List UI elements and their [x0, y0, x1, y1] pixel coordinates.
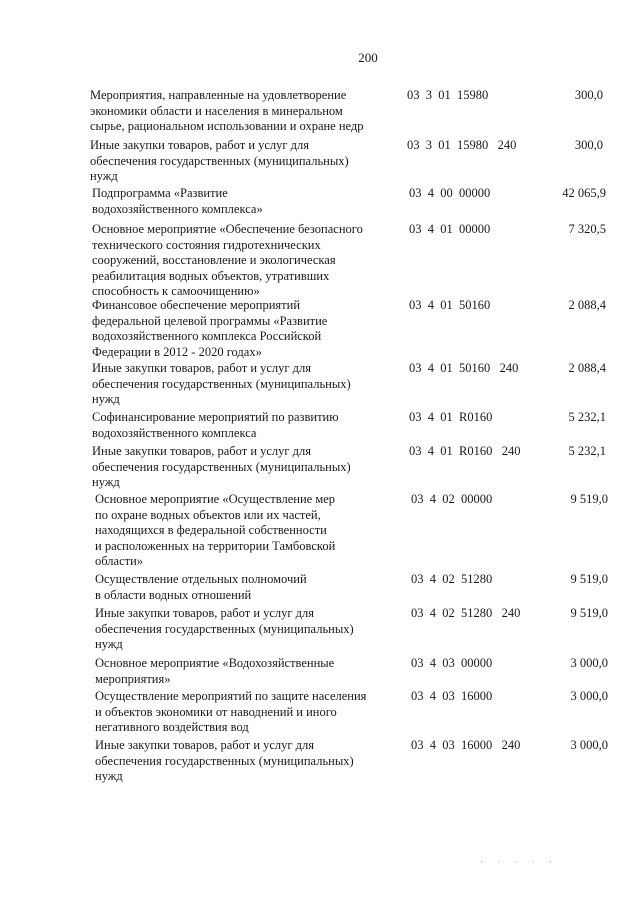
row-description: Иные закупки товаров, работ и услуг для обеспечения государственных (муниципальных) нужд [95, 738, 354, 783]
row-description: Мероприятия, направленные на удовлетворение экономики области и населения в минеральном сырье, рациональном использовании и охране недр [90, 88, 364, 133]
row-description: Подпрограмма «Развитие водохозяйственного комплекса» [92, 186, 263, 216]
row-description: Иные закупки товаров, работ и услуг для обеспечения государственных (муниципальных) нужд [92, 444, 351, 489]
row-code: 03 4 03 16000 [411, 689, 493, 703]
row-description: Осуществление мероприятий по защите населения и объектов экономики от наводнений и иного негативного воздействия вод [95, 689, 367, 734]
row-amount: 2 088,4 [568, 298, 606, 312]
row-code: 03 4 02 51280 [411, 572, 493, 586]
row-code: 03 4 01 00000 [409, 222, 491, 236]
row-description: Основное мероприятие «Обеспечение безопасного технического состояния гидротехнических сооружений, восстановление и экологическая реабилитация водных объектов, утративших способность к самоочищению» [92, 222, 363, 298]
row-code: 03 4 01 50160 240 [409, 361, 519, 375]
row-code: 03 4 00 00000 [409, 186, 491, 200]
row-amount: 300,0 [574, 88, 603, 102]
row-description: Основное мероприятие «Осуществление мер по охране водных объектов или их частей, находящихся в федеральной собственности и расположенных на территории Тамбовской области» [95, 492, 336, 568]
row-code: 03 4 01 R0160 240 [409, 444, 521, 458]
row-amount: 9 519,0 [570, 606, 608, 620]
row-amount: 5 232,1 [568, 444, 606, 458]
row-code: 03 4 03 00000 [411, 656, 493, 670]
row-code: 03 4 01 50160 [409, 298, 491, 312]
row-code: 03 4 01 R0160 [409, 410, 493, 424]
row-code: 03 3 01 15980 240 [407, 138, 517, 152]
row-description: Финансовое обеспечение мероприятий федеральной целевой программы «Развитие водохозяйственного комплекса Российской Федерации в 2012 - 2020 годах» [92, 298, 328, 359]
row-description: Иные закупки товаров, работ и услуг для обеспечения государственных (муниципальных) нужд [95, 606, 354, 651]
row-description: Осуществление отдельных полномочий в области водных отношений [95, 572, 307, 602]
row-code: 03 3 01 15980 [407, 88, 489, 102]
row-code: 03 4 02 00000 [411, 492, 493, 506]
row-amount: 3 000,0 [570, 656, 608, 670]
row-code: 03 4 02 51280 240 [411, 606, 521, 620]
row-amount: 300,0 [574, 138, 603, 152]
row-amount: 42 065,9 [562, 186, 606, 200]
row-amount: 9 519,0 [570, 572, 608, 586]
row-amount: 9 519,0 [570, 492, 608, 506]
row-description: Иные закупки товаров, работ и услуг для обеспечения государственных (муниципальных) нужд [92, 361, 351, 406]
row-description: Софинансирование мероприятий по развитию водохозяйственного комплекса [92, 410, 339, 440]
row-description: Основное мероприятие «Водохозяйственные мероприятия» [95, 656, 335, 686]
row-amount: 2 088,4 [568, 361, 606, 375]
row-amount: 3 000,0 [570, 689, 608, 703]
page-number: 200 [358, 50, 378, 65]
scan-specks: · · · · · [480, 857, 558, 867]
row-amount: 3 000,0 [570, 738, 608, 752]
row-amount: 5 232,1 [568, 410, 606, 424]
row-code: 03 4 03 16000 240 [411, 738, 521, 752]
row-amount: 7 320,5 [568, 222, 606, 236]
row-description: Иные закупки товаров, работ и услуг для обеспечения государственных (муниципальных) нужд [90, 138, 349, 183]
